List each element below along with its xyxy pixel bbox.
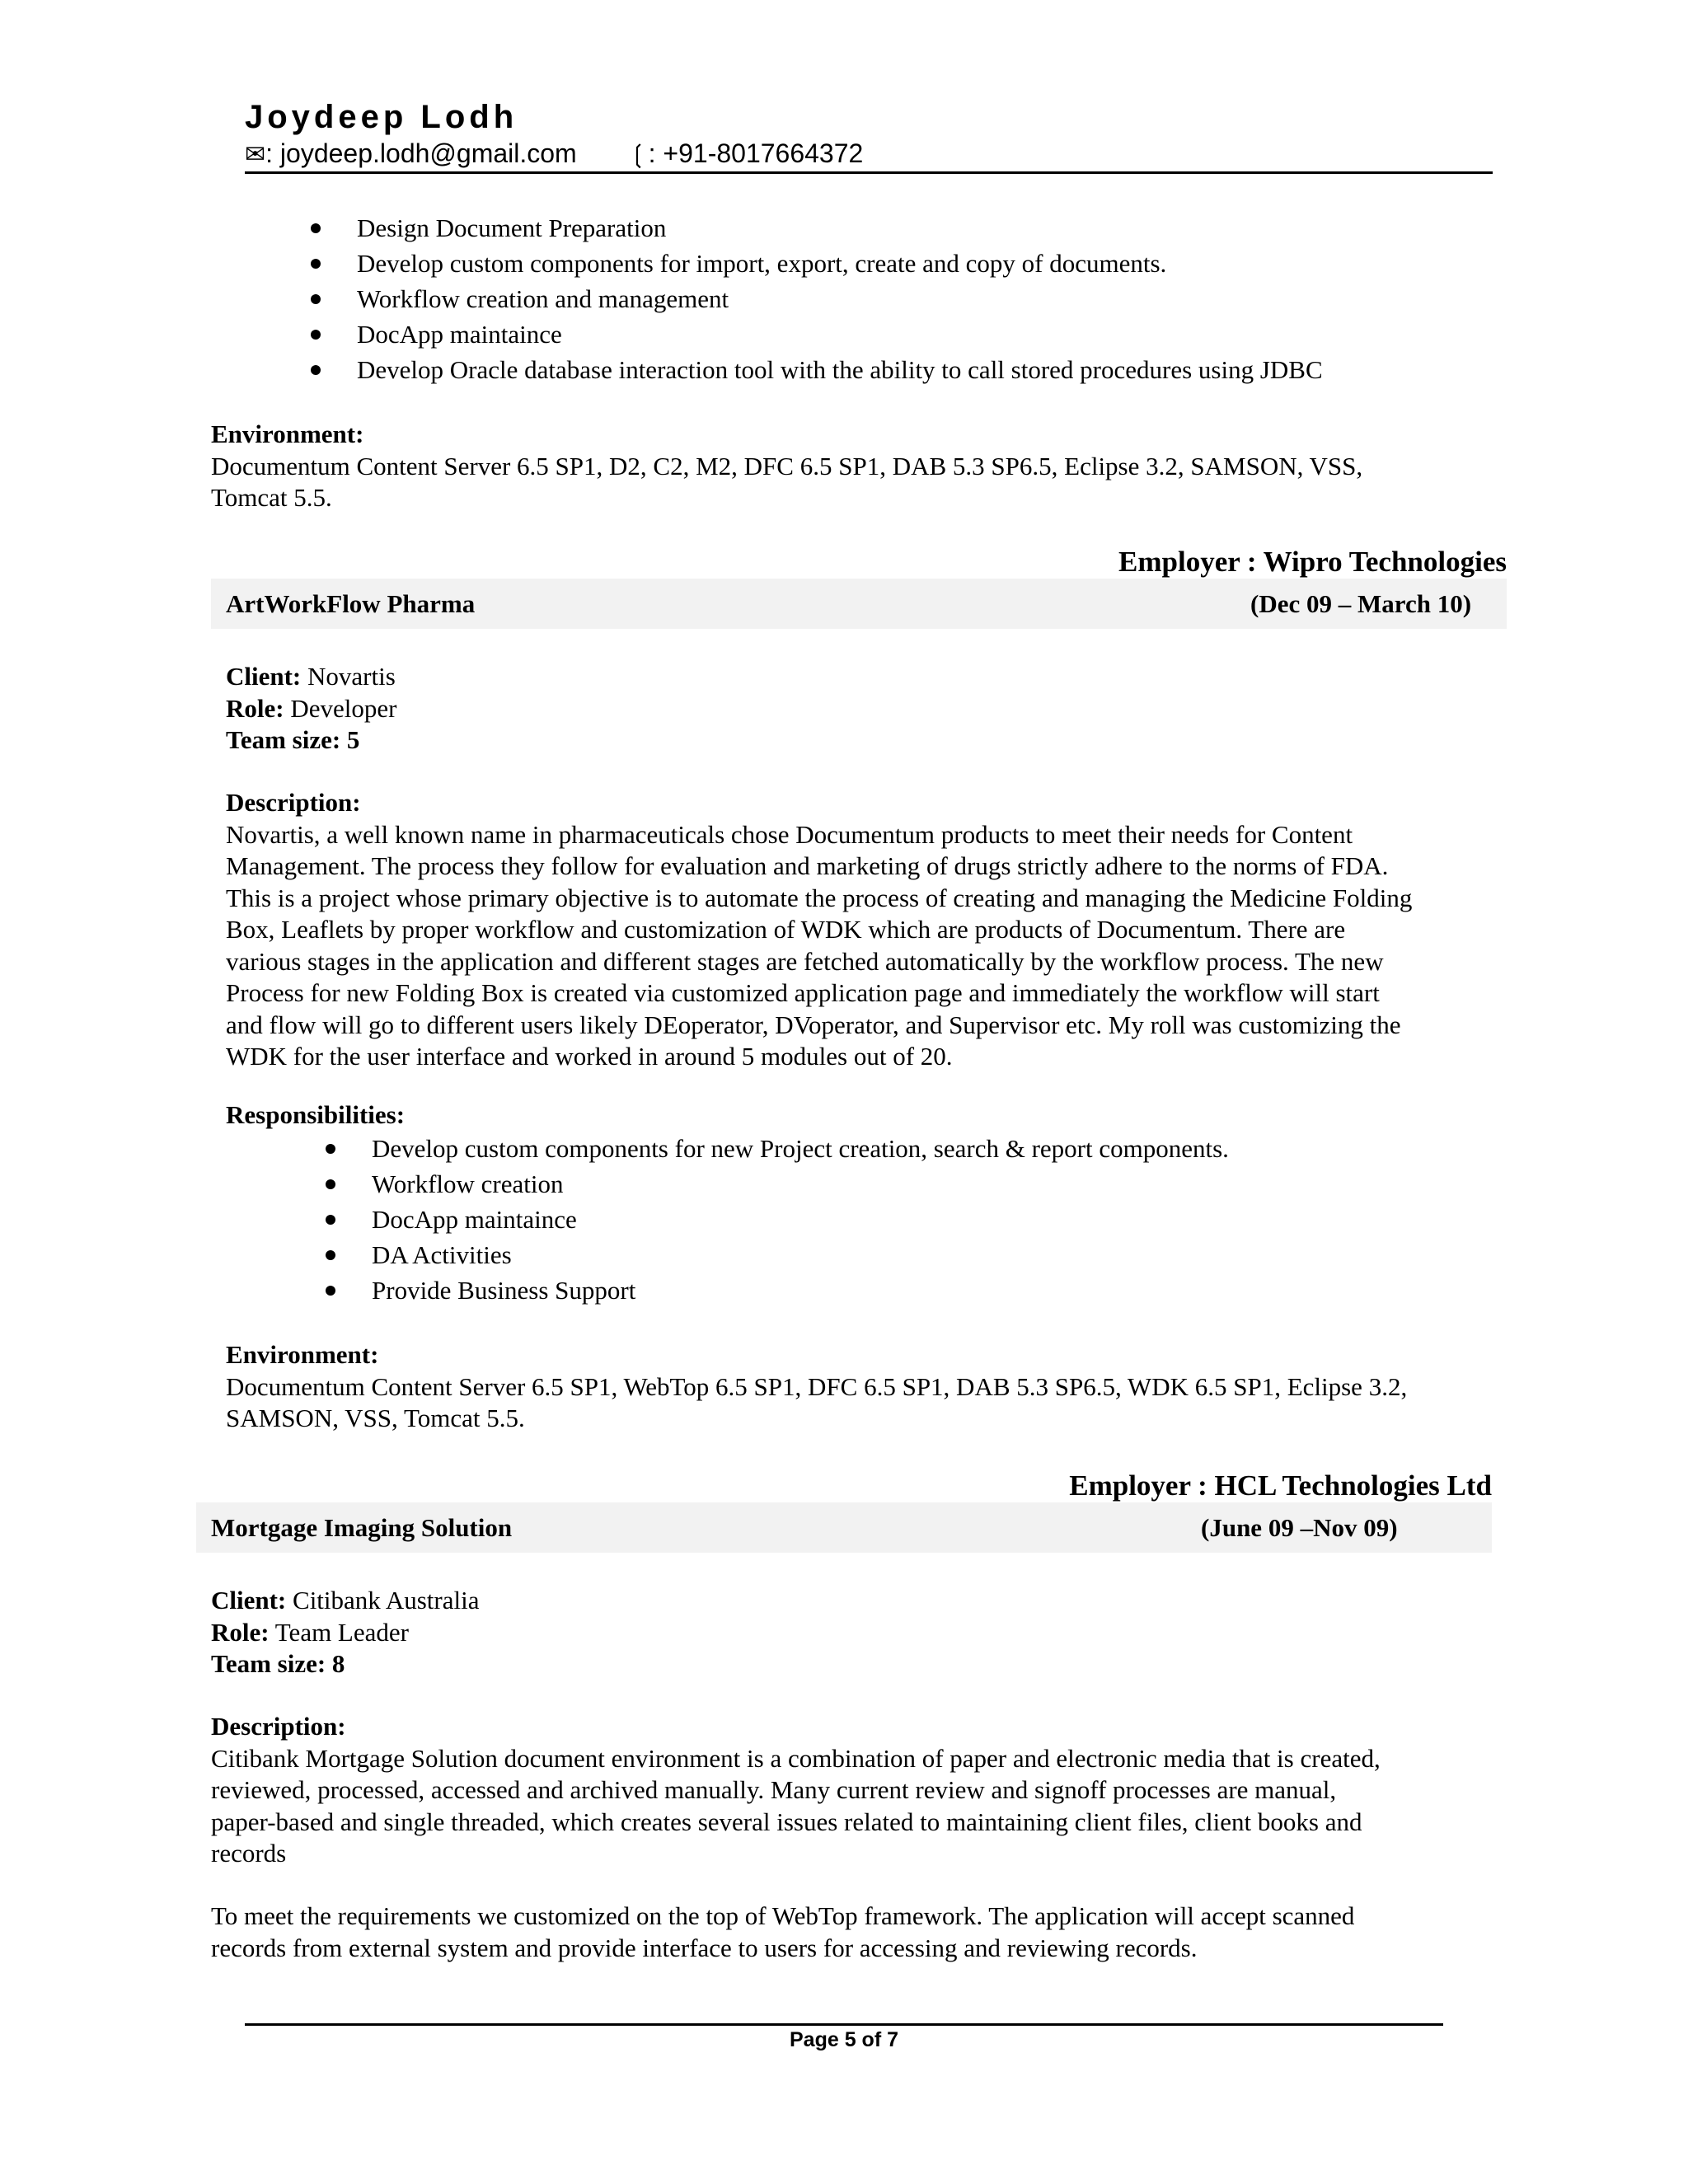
- project-details: [211, 1585, 479, 1680]
- description-line: and flow will go to different users likely DEoperator, DVoperator, and Supervisor etc. My roll was customizing the: [226, 1010, 1401, 1039]
- phone-icon: ❲: [627, 141, 649, 168]
- block1-environment: [211, 419, 1362, 514]
- description-line: Box, Leaflets by proper workflow and customization of WDK which are products of Documentum. There are: [226, 915, 1346, 944]
- candidate-name: Joydeep Lodh: [245, 99, 518, 135]
- client-label: Client:: [226, 662, 302, 691]
- description-label: Description:: [211, 1712, 346, 1741]
- block1-bullet-list: [357, 210, 1323, 387]
- list-item: Develop custom components for import, export, create and copy of documents.: [357, 246, 1323, 281]
- project-description: [226, 787, 1412, 1073]
- client-value: Citibank Australia: [286, 1586, 480, 1615]
- list-item: DocApp maintaince: [372, 1202, 1229, 1237]
- responsibilities-list: [372, 1131, 1229, 1308]
- client-line: [211, 1585, 479, 1617]
- role-label: Role:: [211, 1617, 270, 1647]
- page-number: Page 5 of 7: [790, 2028, 898, 2051]
- description-line: To meet the requirements we customized on the top of WebTop framework. The application will accept scanned: [211, 1901, 1355, 1930]
- responsibilities-label: Responsibilities:: [226, 1100, 406, 1129]
- description-line: reviewed, processed, accessed and archived manually. Many current review and signoff processes are manual,: [211, 1775, 1337, 1804]
- phone-text: : +91-8017664372: [648, 138, 864, 168]
- employer-heading: Employer : HCL Technologies Ltd: [1069, 1469, 1492, 1502]
- role-value: Developer: [284, 693, 397, 723]
- environment-line: Documentum Content Server 6.5 SP1, WebTop 6.5 SP1, DFC 6.5 SP1, DAB 5.3 SP6.5, WDK 6.5 SP1, Eclipse 3.2,: [226, 1371, 1408, 1401]
- project-period: (June 09 –Nov 09): [1201, 1513, 1398, 1542]
- description-line: Process for new Folding Box is created via customized application page and immediately the workflow will start: [226, 978, 1380, 1007]
- description-line: Citibank Mortgage Solution document environment is a combination of paper and electronic media that is created,: [211, 1743, 1381, 1773]
- description-line: various stages in the application and different stages are fetched automatically by the workflow process. The new: [226, 946, 1384, 976]
- list-item: DA Activities: [372, 1237, 1229, 1272]
- list-item: Design Document Preparation: [357, 210, 1323, 246]
- list-item: Develop Oracle database interaction tool with the ability to call stored procedures using JDBC: [357, 352, 1323, 387]
- header-rule: [245, 171, 1493, 174]
- project-period: (Dec 09 – March 10): [1250, 589, 1472, 618]
- client-value: Novartis: [301, 662, 396, 691]
- description-line: records: [211, 1839, 287, 1868]
- project-title-bar: [196, 1502, 1492, 1553]
- client-label: Client:: [211, 1586, 287, 1615]
- environment-label: Environment:: [226, 1340, 379, 1369]
- role-line: [211, 1617, 479, 1649]
- project1-environment: [226, 1339, 1407, 1435]
- project-title: ArtWorkFlow Pharma: [226, 589, 476, 618]
- description-line: This is a project whose primary objective is to automate the process of creating and managing the Medicine Folding: [226, 883, 1413, 912]
- list-item: DocApp maintaince: [357, 316, 1323, 352]
- environment-line: SAMSON, VSS, Tomcat 5.5.: [226, 1404, 525, 1432]
- list-item: Workflow creation: [372, 1166, 1229, 1202]
- environment-line: Tomcat 5.5.: [211, 483, 332, 512]
- environment-line: Documentum Content Server 6.5 SP1, D2, C2, M2, DFC 6.5 SP1, DAB 5.3 SP6.5, Eclipse 3.2, SAMSON, VSS,: [211, 451, 1363, 480]
- list-item: Workflow creation and management: [357, 281, 1323, 316]
- description-line: Management. The process they follow for evaluation and marketing of drugs strictly adhere to the norms of FDA.: [226, 851, 1389, 880]
- description-line: records from external system and provide interface to users for accessing and reviewing records.: [211, 1933, 1198, 1962]
- list-item: Develop custom components for new Project creation, search & report components.: [372, 1131, 1229, 1166]
- role-value: Team Leader: [269, 1617, 409, 1647]
- envelope-icon: ✉: [245, 141, 266, 168]
- description-line: WDK for the user interface and worked in around 5 modules out of 20.: [226, 1042, 953, 1071]
- project-description: [211, 1711, 1381, 1870]
- team-size: Team size: 8: [211, 1649, 345, 1678]
- contact-line: [245, 137, 863, 171]
- role-line: [226, 693, 396, 725]
- client-line: [226, 661, 396, 693]
- project-description-continued: [211, 1900, 1354, 1964]
- description-line: Novartis, a well known name in pharmaceuticals chose Documentum products to meet their needs for Content: [226, 819, 1353, 849]
- project-title-bar: [211, 579, 1507, 629]
- email-text: : joydeep.lodh@gmail.com: [265, 138, 577, 168]
- employer-heading: Employer : Wipro Technologies: [1118, 546, 1507, 578]
- list-item: Provide Business Support: [372, 1272, 1229, 1308]
- description-line: paper-based and single threaded, which creates several issues related to maintaining client files, client books and: [211, 1807, 1362, 1836]
- project-title: Mortgage Imaging Solution: [211, 1513, 513, 1542]
- project-details: [226, 661, 396, 757]
- environment-label: Environment:: [211, 419, 364, 448]
- description-label: Description:: [226, 788, 361, 817]
- team-size: Team size: 5: [226, 725, 360, 754]
- role-label: Role:: [226, 693, 284, 723]
